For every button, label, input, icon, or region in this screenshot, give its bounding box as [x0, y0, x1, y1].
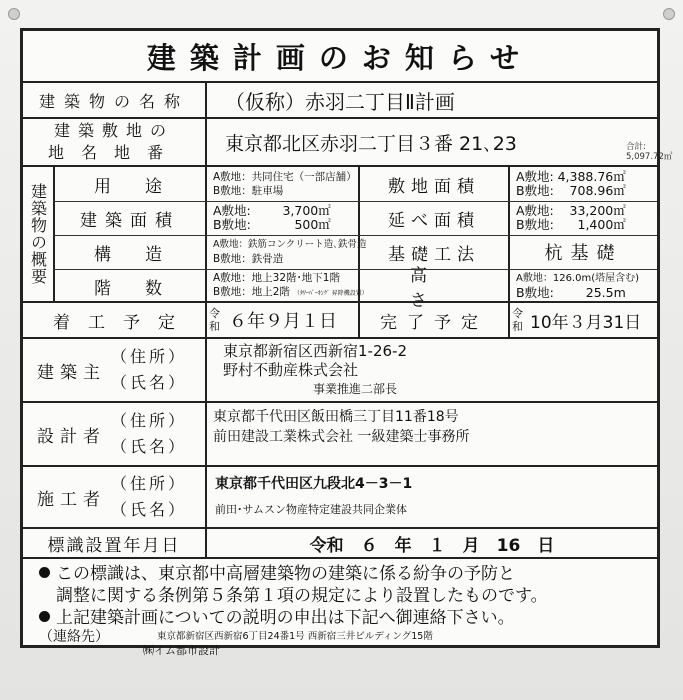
- owner-address-label: （住所）: [111, 347, 188, 366]
- notes-line3: 上記建築計画についての説明の申出は下記へ御連絡下さい。: [56, 608, 515, 628]
- floors-label: 階数: [94, 278, 196, 299]
- structure-line1: A敷地：鉄筋コンクリート造､鉄骨造: [213, 239, 367, 250]
- site-area-a-key: A敷地:: [516, 169, 554, 184]
- notes-section: [39, 563, 647, 658]
- structure-line2: B敷地：鉄骨造: [213, 253, 284, 265]
- owner-row: [23, 337, 657, 401]
- schedule-row: [23, 301, 657, 337]
- floor-area-a-key: A敷地:: [516, 203, 554, 218]
- overview-block: [23, 165, 657, 311]
- owner-address: 東京都新宿区西新宿1-26-2: [223, 341, 407, 360]
- building-name-row: [23, 81, 657, 117]
- height-label: 高さ: [410, 266, 477, 311]
- total-area-label: 合計:: [626, 142, 646, 152]
- building-area-b-key: B敷地:: [213, 217, 251, 232]
- site-area-label: 敷地面積: [388, 176, 480, 197]
- total-area-note: [626, 142, 672, 162]
- owner-dept: 事業推進二部長: [313, 381, 398, 396]
- building-area-a-key: A敷地:: [213, 203, 251, 218]
- contractor-label: 施工者: [37, 489, 106, 510]
- screw-icon: [663, 8, 675, 20]
- site-address-label-line1: 建築敷地の: [53, 121, 174, 140]
- completion-label: 完了予定: [380, 312, 488, 333]
- sign-date-row: [23, 527, 657, 559]
- completion-era-top: 令: [512, 307, 523, 320]
- start-era-top: 令: [209, 307, 220, 320]
- height-b-key: B敷地:: [516, 285, 554, 300]
- total-area-value: 5,097.72㎡: [626, 152, 673, 162]
- start-value: ６年９月１日: [229, 311, 337, 332]
- owner-name: 野村不動産株式会社: [223, 360, 359, 379]
- bullet-icon: [39, 567, 50, 578]
- height-line1: A敷地：126.0m(塔屋含む): [516, 273, 640, 284]
- floor-area-b-key: B敷地:: [516, 217, 554, 232]
- completion-era-bottom: 和: [512, 320, 523, 333]
- contact-name: ㈱イム都市設計: [143, 644, 220, 657]
- site-address-label-line2: 地名地番: [47, 143, 180, 162]
- floor-area-a-value: 33,200㎡: [569, 203, 626, 218]
- contractor-address: 東京都千代田区九段北4－3－1: [215, 476, 413, 492]
- usage-line1: A敷地：共同住宅（一部店舗）: [213, 171, 357, 183]
- bullet-icon: [39, 611, 50, 622]
- building-name-value: （仮称）赤羽二丁目Ⅱ計画: [225, 89, 455, 114]
- owner-label: 建築主: [37, 362, 106, 383]
- foundation-label: 基礎工法: [388, 244, 480, 265]
- contractor-row: [23, 465, 657, 527]
- usage-line2: B敷地：駐車場: [213, 185, 284, 197]
- floor-area-b-value: 1,400㎡: [577, 217, 626, 232]
- notice-board: [20, 28, 660, 657]
- sign-date-label: 標識設置年月日: [47, 535, 181, 556]
- foundation-value: 杭基礎: [544, 243, 623, 264]
- overview-label: 建築物の概要: [28, 183, 48, 285]
- structure-label: 構造: [94, 244, 196, 265]
- notes-line2: 調整に関する条例第５条第１項の規定により設置したものです。: [56, 586, 548, 606]
- start-era-bottom: 和: [209, 320, 220, 333]
- designer-row: [23, 401, 657, 465]
- contact-address: 東京都新宿区西新宿6丁目24番1号 西新宿三井ビルディング15階: [157, 631, 433, 642]
- owner-name-label: （氏名）: [111, 373, 188, 392]
- usage-label: 用途: [94, 176, 196, 197]
- contact-label: （連絡先）: [39, 629, 109, 645]
- notice-title: 建築計画のお知らせ: [146, 40, 534, 75]
- building-name-label: 建築物の名称: [38, 91, 189, 111]
- height-b-value: 25.5m: [585, 285, 626, 300]
- contractor-name: 前田･サムスン物産特定建設共同企業体: [215, 503, 407, 516]
- site-area-a-value: 4,388.76㎡: [557, 169, 626, 184]
- notes-line1: この標識は、東京都中高層建築物の建築に係る紛争の予防と: [56, 564, 515, 584]
- building-area-b-value: 500㎡: [294, 217, 331, 232]
- completion-value: 10年３月31日: [530, 312, 642, 333]
- floors-line2: B敷地：地上2階: [213, 286, 290, 298]
- site-area-b-value: 708.96㎡: [569, 183, 626, 198]
- building-area-label: 建築面積: [80, 210, 180, 231]
- designer-address-label: （住所）: [111, 411, 188, 430]
- designer-name: 前田建設工業株式会社 一級建築士事務所: [213, 429, 470, 445]
- start-label: 着工予定: [53, 312, 193, 333]
- contractor-name-label: （氏名）: [111, 500, 188, 519]
- designer-label: 設計者: [37, 426, 106, 447]
- screw-icon: [8, 8, 20, 20]
- contractor-address-label: （住所）: [111, 474, 188, 493]
- floors-line2-note: （ﾀﾜｰﾊﾟｰｷﾝｸﾞ 昇降機設置）: [293, 290, 368, 297]
- floor-area-label: 延べ面積: [388, 210, 480, 231]
- site-area-b-key: B敷地:: [516, 183, 554, 198]
- designer-address: 東京都千代田区飯田橋三丁目11番18号: [213, 409, 459, 425]
- site-address-row: [23, 117, 657, 165]
- floors-line1: A敷地：地上32階･地下1階: [213, 272, 340, 284]
- site-address-value: 東京都北区赤羽二丁目３番 21､23: [225, 132, 517, 155]
- sign-date-value: 令和 ６ 年 １ 月 16 日: [309, 535, 555, 556]
- building-area-a-value: 3,700㎡: [282, 203, 331, 218]
- designer-name-label: （氏名）: [111, 437, 188, 456]
